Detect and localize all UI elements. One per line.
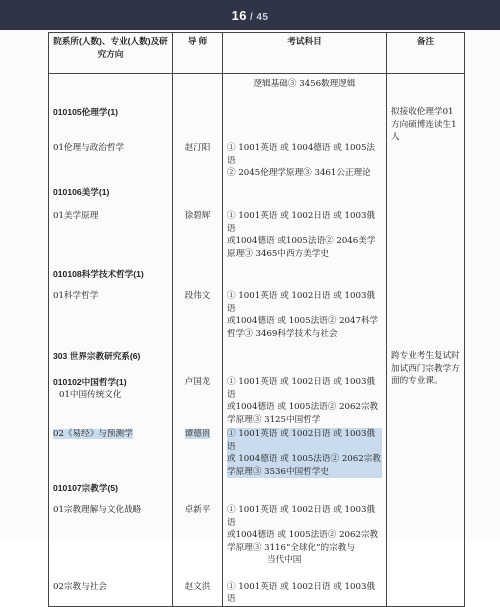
direction-cell: 01中国传统文化 (59, 389, 122, 400)
table-row (49, 180, 465, 204)
notes-cell: 拟接收伦理学01方向硕博连读生1人 (387, 94, 465, 180)
notes-cell: 跨专业考生复试时加试西门宗教学方面的专业课。 (387, 346, 465, 567)
subjects-cell: ① 1001英语 或 1002日语 或 1003俄语 或1004德语 或 1005法语② 2047科学 哲学③ 3469科学技术与社会 (223, 286, 387, 340)
department-cell: 010108科学技术哲学(1) (49, 260, 173, 286)
total-pages: 45 (256, 11, 269, 23)
direction-cell: 01宗教理解与文化战略 (49, 500, 173, 567)
table-row (49, 567, 465, 607)
direction-cell[interactable]: 02《易经》与预测学 (49, 426, 173, 478)
table-header-row (49, 33, 465, 74)
subjects-cell: ① 1001英语 或 1002日语 或 1003俄语 或1004德语 或 1005法语② 2062宗教 学原理③ 3125中国哲学 (223, 374, 387, 426)
header-advisor: 导 师 (173, 33, 223, 74)
advisor-cell: 卢国龙 (173, 374, 223, 426)
header-program: 院系所(人数)、专业(人数)及研究方向 (49, 33, 173, 74)
advisor-cell: 段伟文 (173, 286, 223, 340)
table-row (49, 74, 465, 95)
advisor-cell: 赵汀阳 (173, 134, 223, 180)
subjects-cell: ① 1001英语 或 1002日语 或 1003俄语 或1004德语 或1005法语② 2046美学 原理③ 3465中西方美学史 (223, 204, 387, 260)
current-page: 16 (231, 7, 248, 23)
department-cell: 010107宗教学(5) (49, 478, 173, 500)
advisor-cell: 徐碧辉 (173, 204, 223, 260)
subjects-cell: ① 1001英语 或 1004德语 或 1005法语 ② 2045伦理学原理③ 3461公正理论 (223, 134, 387, 180)
table-row (49, 94, 465, 134)
header-notes: 备注 (387, 33, 465, 74)
direction-cell: 01伦理与政治哲学 (49, 134, 173, 180)
department-cell: 303 世界宗教研究系(6) (49, 346, 173, 374)
admissions-table (48, 32, 465, 607)
subjects-cell: 逻辑基础③ 3456数理逻辑 (223, 74, 387, 95)
table-row (49, 346, 465, 374)
advisor-cell[interactable]: 谭德贵 (173, 426, 223, 478)
subjects-cell: ① 1001英语 或 1002日语 或 1003俄语 或1004德语 或 1005法语② 2062宗教 学原理③ 3116“全球化”的宗教与 当代中国 (223, 500, 387, 567)
department-cell: 010102中国哲学(1) 01中国传统文化 (49, 374, 173, 426)
page-separator: / (250, 11, 254, 23)
direction-cell: 01美学原理 (49, 204, 173, 260)
subjects-cell[interactable]: ① 1001英语 或 1002日语 或 1003俄语 或 1004德语 或 1005法语② 2062宗教 学原理③ 3536中国哲学史 (223, 426, 387, 478)
page-indicator[interactable] (232, 8, 269, 23)
direction-cell: 01科学哲学 (49, 286, 173, 340)
advisor-cell: 赵文洪 (173, 567, 223, 607)
document-page (0, 30, 500, 604)
advisor-cell: 卓新平 (173, 500, 223, 567)
subjects-cell: ① 1001英语 或 1002日语 或 1003俄语 (223, 567, 387, 607)
direction-cell: 02宗教与社会 (49, 567, 173, 607)
document-toolbar (0, 0, 500, 30)
header-subjects: 考试科目 (223, 33, 387, 74)
department-cell: 010105伦理学(1) (49, 94, 173, 134)
department-cell: 010106美学(1) (49, 180, 173, 204)
